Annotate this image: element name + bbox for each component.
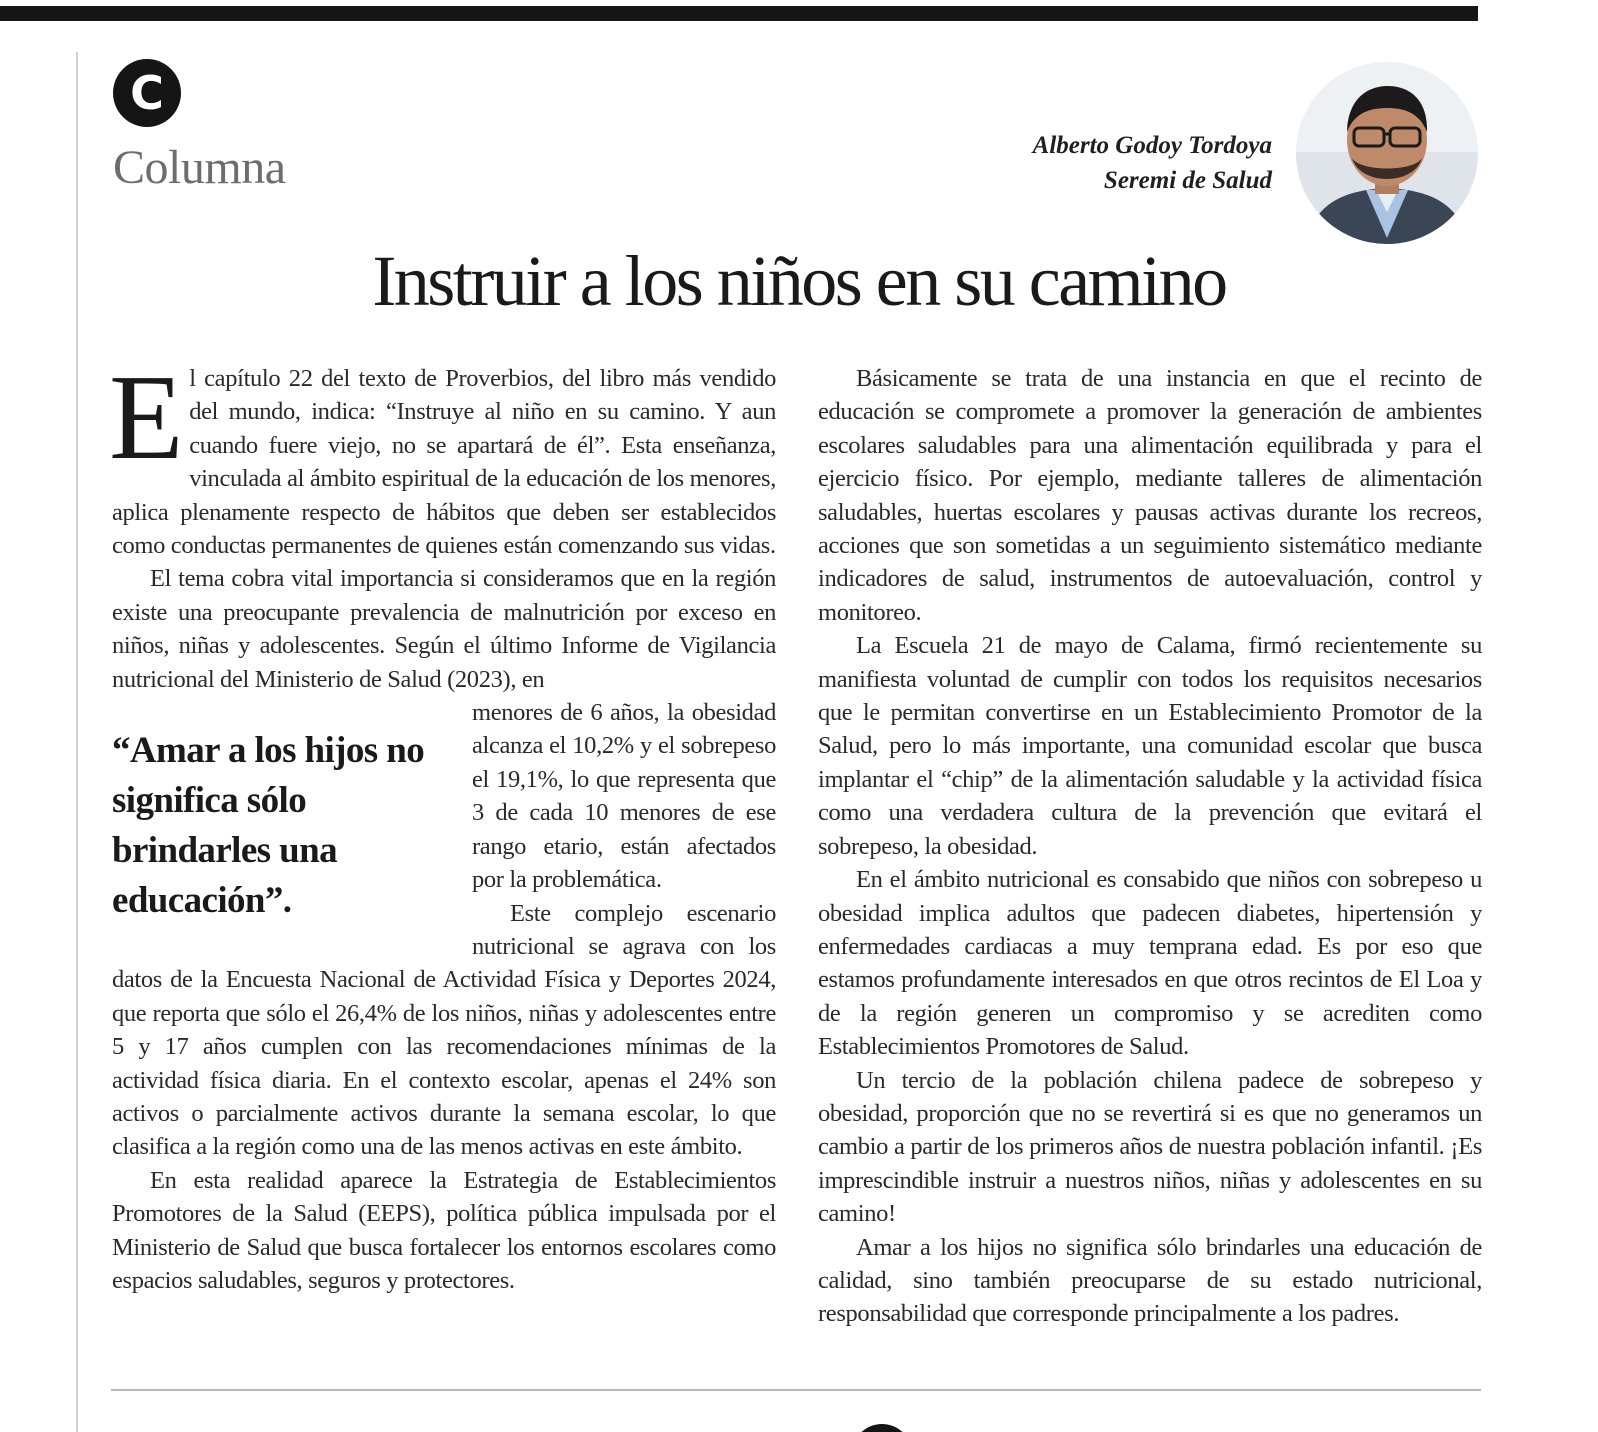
paragraph: Amar a los hijos no significa sólo brindarles una educación de calidad, sino también preocuparse de su estado nutricional, responsabilidad que corresponde principalmente a los padres. — [818, 1233, 1482, 1328]
paragraph: En el ámbito nutricional es consabido que niños con sobrepeso u obesidad implica adultos que padecen diabetes, hipertensión y enfermedades cardiacas a muy temprana edad. Es por eso que estamos profundamente interesados en que otros recintos de El Loa y de la región generen un compromiso y se acrediten como Establecimientos Promotores de Salud. — [818, 866, 1482, 1061]
paragraph-text: l capítulo 22 del texto de Proverbios, del libro más vendido del mundo, indica: “Instruye al niño en su camino. Y aun cuando fuere viejo, no se apartará de él”. Esta enseñanza, vinculada al ámbito espiritual de la educación de los menores, aplica plenamente respecto de hábitos que deben ser establecidos como conductas permanentes de quienes están comenzando sus vidas. — [112, 365, 776, 560]
paragraph: Básicamente se trata de una instancia en que el recinto de educación se compromete a promover la generación de ambientes escolares saludables para una alimentación equilibrada y para el ejercicio físico. Por ejemplo, mediante talleres de alimentación saludables, huertas escolares y pausas activas durante los recreos, acciones que son sometidas a un seguimiento sistemático mediante indicadores de salud, instrumentos de autoevaluación, control y monitoreo. — [818, 365, 1482, 626]
drop-cap: E — [109, 350, 184, 485]
paragraph: La Escuela 21 de mayo de Calama, firmó recientemente su manifiesta voluntad de cumplir con todos los requisitos necesarios que le permitan convertirse en un Establecimiento Promotor de la Salud, pero lo más importante, una comunidad escolar que busca implantar el “chip” de la alimentación saludable y la actividad física como una verdadera cultura de la prevención que evitará el sobrepeso, la obesidad. — [818, 632, 1482, 860]
paragraph — [109, 350, 776, 562]
author-portrait-icon — [1296, 62, 1478, 244]
paragraph: El tema cobra vital importancia si consideramos que en la región existe una preocupante prevalencia de malnutrición por exceso en niños, niñas y adolescentes. Según el último Informe de Vigilancia nutricional del Ministerio de Salud (2023), en — [112, 565, 776, 693]
article-column-right — [818, 362, 1482, 1331]
article-column-left — [109, 350, 776, 1297]
article-headline: Instruir a los niños en su camino — [372, 241, 1226, 321]
author-name: Alberto Godoy Tordoya — [1032, 132, 1272, 159]
section-label: Columna — [113, 141, 286, 194]
paragraph: menores de 6 años, la obesidad alcanza el 10,2% y el sobrepeso el 19,1%, lo que representa que 3 de cada 10 menores de ese rango etario, están afectados por la problemática. — [472, 699, 776, 894]
bottom-rule — [111, 1389, 1481, 1391]
paragraph: En esta realidad aparece la Estrategia de Establecimientos Promotores de la Salud (EEPS), política pública impulsada por el Ministerio de Salud que busca fortalecer los entornos escolares como espacios saludables, seguros y protectores. — [112, 1166, 776, 1294]
paragraph: Un tercio de la población chilena padece de sobrepeso y obesidad, proporción que no se revertirá si es que no generamos un cambio a partir de los primeros años de nuestra población infantil. ¡Es imprescindible instruir a nuestros niños, niñas y adolescentes en su camino! — [818, 1066, 1482, 1228]
top-rule — [0, 6, 1478, 21]
section-badge: C — [113, 59, 181, 127]
paragraph: Este complejo escenario nutricional se agrava con los datos de la Encuesta Nacional de Actividad Física y Deportes 2024, que reporta que sólo el 26,4% de los niños, niñas y adolescentes entre 5 y 17 años cumplen con las recomendaciones mínimas de la actividad física diaria. En el contexto escolar, apenas el 24% son activos o parcialmente activos durante la semana escolar, lo que clasifica a la región como una de las menos activas en este ámbito. — [112, 899, 776, 1161]
next-section-badge — [852, 1424, 912, 1432]
pull-quote: “Amar a los hijos no significa sólo brindarles una educación”. — [112, 730, 425, 922]
author-photo — [1296, 62, 1478, 244]
author-role: Seremi de Salud — [1103, 167, 1272, 194]
author-byline — [1033, 128, 1272, 198]
